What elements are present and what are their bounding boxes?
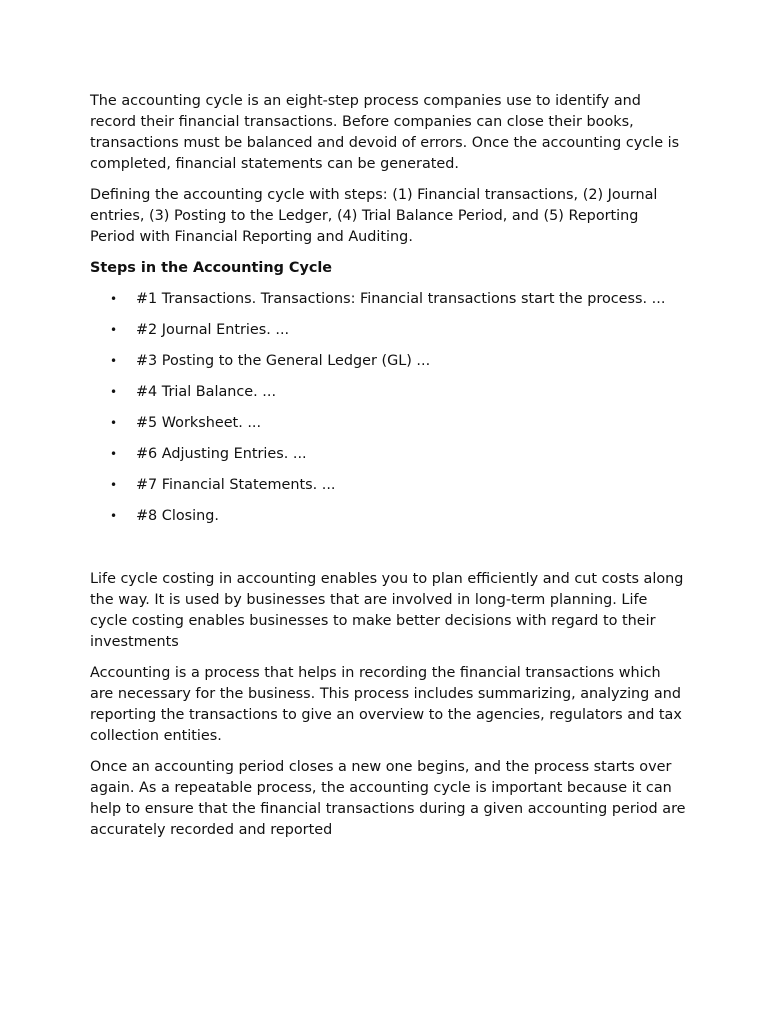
step-text: #1 Transactions. Transactions: Financial transactions start the process. ... — [136, 291, 666, 307]
list-item — [90, 413, 686, 434]
step-text: #3 Posting to the General Ledger (GL) ... — [136, 353, 431, 369]
bullet-icon: • — [110, 354, 118, 368]
steps-list — [90, 289, 686, 527]
bullet-icon: • — [110, 292, 118, 306]
bullet-icon: • — [110, 416, 118, 430]
steps-heading: Steps in the Accounting Cycle — [90, 260, 333, 276]
list-item — [90, 320, 686, 341]
step-text: #7 Financial Statements. ... — [136, 477, 336, 493]
intro-paragraph-1: The accounting cycle is an eight-step process companies use to identify and record their financial transactions. Before companies can close their books, transactions must be balanced and devoid of errors. Once the accounting cycle is completed, financial statements can be generated. — [90, 93, 680, 172]
step-text: #4 Trial Balance. ... — [136, 384, 277, 400]
closing-paragraph-3: Once an accounting period closes a new one begins, and the process starts over again. As a repeatable process, the accounting cycle is important because it can help to ensure that the financial transactions during a given accounting period are accurately recorded and reported — [90, 759, 686, 838]
step-text: #8 Closing. — [136, 508, 219, 524]
list-item — [90, 382, 686, 403]
list-item — [90, 475, 686, 496]
bullet-icon: • — [110, 478, 118, 492]
list-item — [90, 351, 686, 372]
step-text: #5 Worksheet. ... — [136, 415, 262, 431]
section-spacer — [90, 537, 686, 569]
list-item — [90, 444, 686, 465]
step-text: #2 Journal Entries. ... — [136, 322, 290, 338]
step-text: #6 Adjusting Entries. ... — [136, 446, 307, 462]
list-item — [90, 289, 686, 310]
bullet-icon: • — [110, 323, 118, 337]
closing-paragraph-2: Accounting is a process that helps in recording the financial transactions which are necessary for the business. This process includes summarizing, analyzing and reporting the transactions to give an overview to the agencies, regulators and tax collection entities. — [90, 665, 682, 744]
bullet-icon: • — [110, 509, 118, 523]
document-page — [90, 91, 686, 851]
bullet-icon: • — [110, 385, 118, 399]
closing-paragraph-1: Life cycle costing in accounting enables you to plan efficiently and cut costs along the way. It is used by businesses that are involved in long-term planning. Life cycle costing enables businesses to make better decisions with regard to their investments — [90, 571, 684, 650]
list-item — [90, 506, 686, 527]
intro-paragraph-2: Defining the accounting cycle with steps: (1) Financial transactions, (2) Journal entries, (3) Posting to the Ledger, (4) Trial Balance Period, and (5) Reporting Period with Financial Reporting and Auditing. — [90, 187, 658, 245]
bullet-icon: • — [110, 447, 118, 461]
